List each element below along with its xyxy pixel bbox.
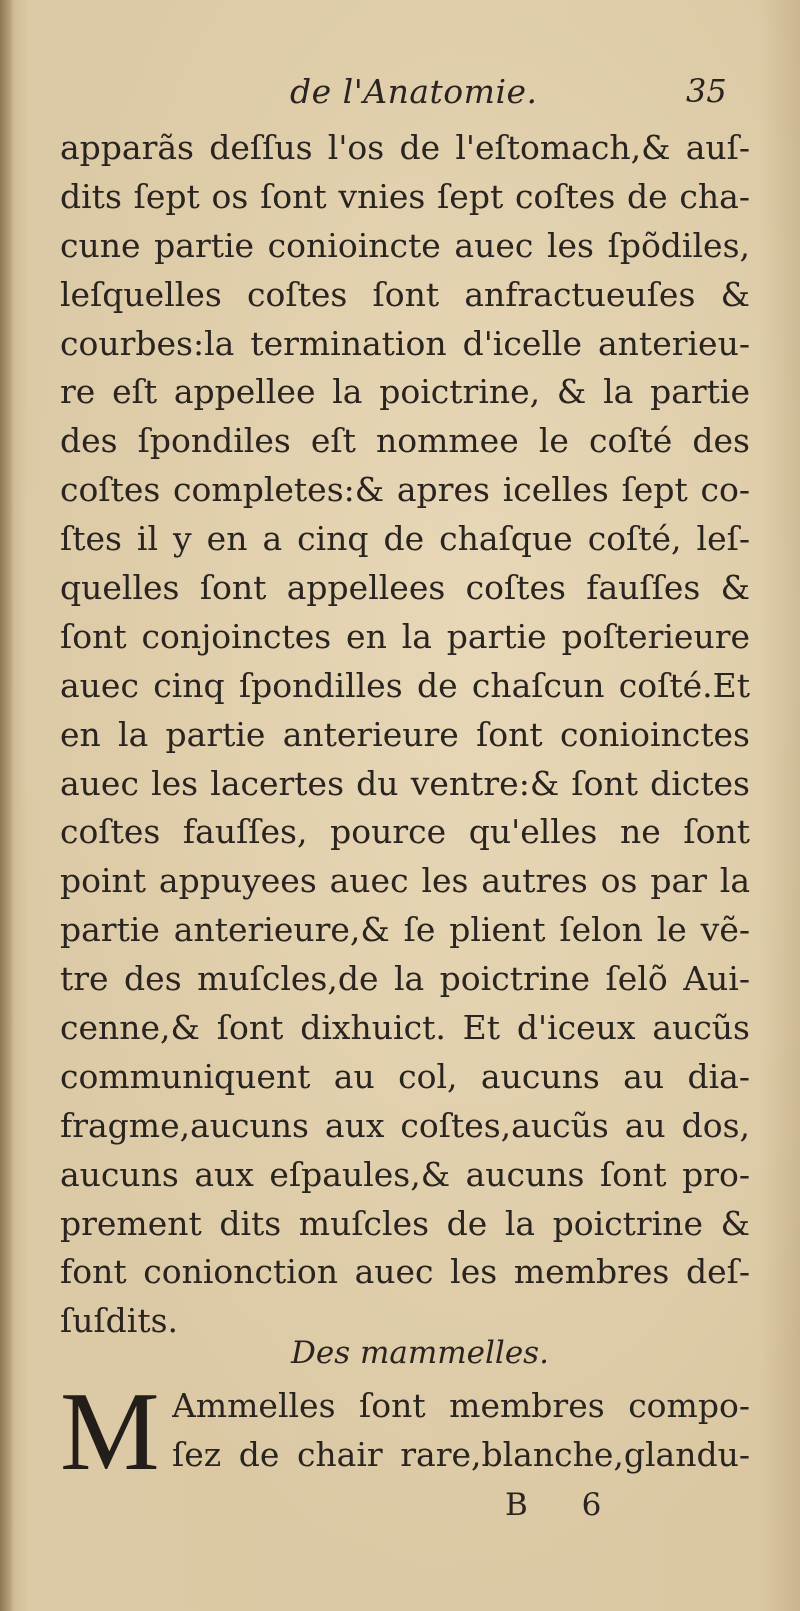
text-line: fragme,aucuns aux coſtes,aucũs au dos, xyxy=(60,1105,750,1145)
text-line: point appuyees auec les autres os par la xyxy=(60,861,750,901)
body-text xyxy=(60,124,750,1346)
text-line: coſtes fauſſes, pource qu'elles ne ſont xyxy=(60,812,750,852)
text-line: tre des muſcles,de la poictrine ſelõ Aui- xyxy=(60,959,750,999)
section-lines xyxy=(172,1382,750,1480)
text-line: dits ſept os ſont vnies ſept coſtes de cha- xyxy=(60,176,750,216)
text-line: communiquent au col, aucuns au dia- xyxy=(60,1056,750,1096)
text-line: en la partie anterieure ſont conioinctes xyxy=(60,714,750,754)
text-line: ſont conjoinctes en la partie poſterieure xyxy=(60,616,750,656)
page-number: 35 xyxy=(686,72,727,110)
text-line: auec les lacertes du ventre:& ſont dictes xyxy=(60,763,750,803)
text-line: partie anterieure,& ſe plient ſelon le vẽ- xyxy=(60,910,750,950)
text-line: coſtes completes:& apres icelles ſept co- xyxy=(60,470,750,510)
page-header xyxy=(0,72,800,116)
running-title: de l'Anatomie. xyxy=(290,72,538,111)
text-line: cune partie conioincte auec les ſpõdiles, xyxy=(60,225,750,265)
text-line: Ammelles ſont membres compo- xyxy=(172,1386,750,1425)
text-line: des ſpondiles eſt nommee le coſté des xyxy=(60,421,750,461)
signature-mark: B 6 xyxy=(505,1487,624,1523)
section-paragraph xyxy=(60,1370,750,1494)
text-line: ſuſdits. xyxy=(60,1301,179,1341)
text-line: cenne,& ſont dixhuict. Et d'iceux aucũs xyxy=(60,1008,750,1048)
drop-cap: M xyxy=(60,1370,160,1494)
text-line: leſquelles coſtes ſont anfractueuſes & xyxy=(60,274,750,314)
section-heading xyxy=(0,1335,800,1371)
text-line: apparãs deſſus l'os de l'eſtomach,& auſ- xyxy=(60,128,750,167)
text-line: quelles ſont appellees coſtes fauſſes & xyxy=(60,568,750,608)
text-line: font conionction auec les membres deſ- xyxy=(60,1252,750,1292)
text-line: ſtes il y en a cinq de chaſque coſté, leſ- xyxy=(60,519,750,559)
section-heading-text: Des mammelles. xyxy=(291,1335,549,1371)
text-line: auec cinq ſpondilles de chaſcun coſté.Et xyxy=(60,665,750,705)
text-line: prement dits muſcles de la poictrine & xyxy=(60,1203,750,1243)
text-line: ſez de chair rare,blanche,glandu- xyxy=(172,1434,750,1474)
text-line: courbes:la termination d'icelle anterieu- xyxy=(60,323,750,363)
text-line: re eſt appellee la poictrine, & la partie xyxy=(60,372,750,412)
text-line: aucuns aux eſpaules,& aucuns ſont pro- xyxy=(60,1154,750,1194)
